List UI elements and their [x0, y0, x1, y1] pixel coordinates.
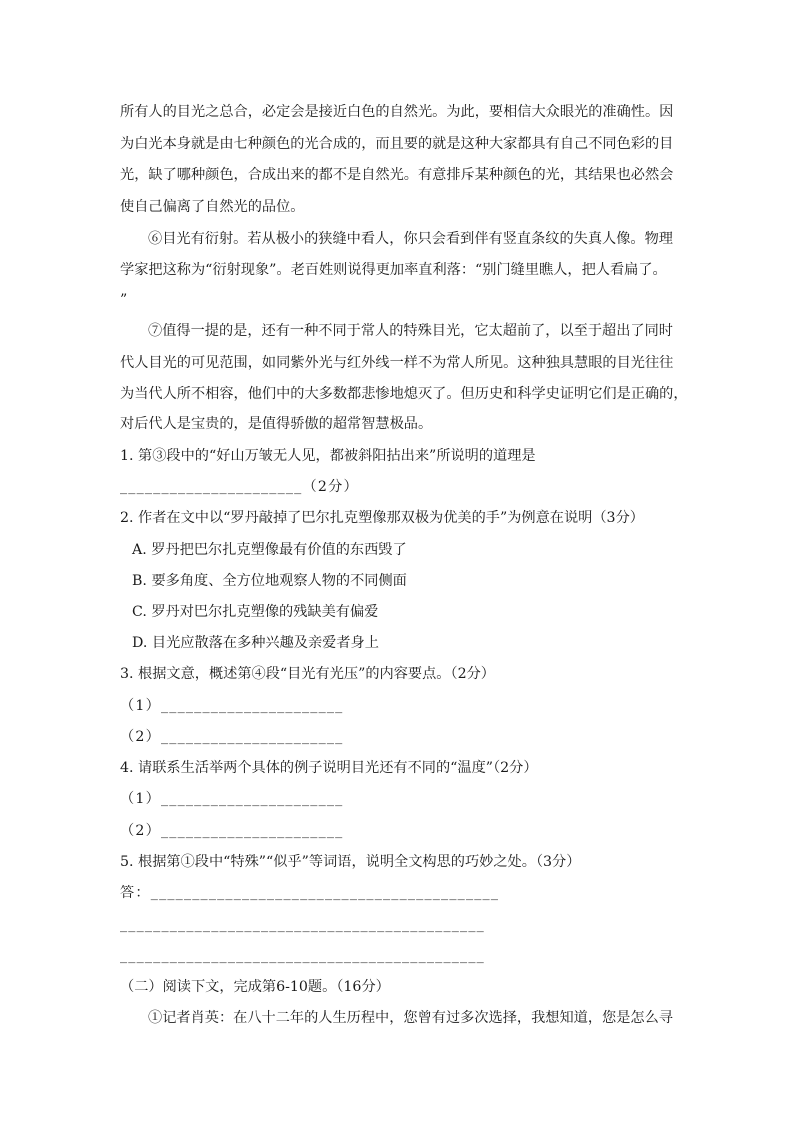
section-2-heading: （二）阅读下文，完成第6-10题。（16分） — [120, 979, 390, 995]
question-2-option-a[interactable]: A. 罗丹把巴尔扎克塑像最有价值的东西毁了 — [132, 542, 407, 558]
passage-p7-line-1: ⑦值得一提的是，还有一种不同于常人的特殊目光，它太超前了，以至于超出了同时 — [148, 323, 673, 339]
question-5: 5. 根据第①段中“特殊”“似乎”等词语，说明全文构思的巧妙之处。（3分） — [120, 854, 581, 870]
passage-p6-line-2: 学家把这称为“衍射现象”。老百姓则说得更加率直利落：“别门缝里瞧人，把人看扁了。 — [120, 262, 667, 278]
question-2-option-d[interactable]: D. 目光应散落在多种兴趣及亲爱者身上 — [132, 635, 379, 651]
passage-p5-line-4: 使自己偏离了自然光的品位。 — [120, 199, 305, 215]
question-4-answer-1[interactable]: （1）______________________ — [120, 791, 344, 807]
question-2-option-b[interactable]: B. 要多角度、全方位地观察人物的不同侧面 — [132, 573, 407, 589]
passage-p5-line-2: 为白光本身就是由七种颜色的光合成的，而且要的就是这种大家都具有自己不同色彩的目 — [120, 136, 674, 152]
question-3-answer-1[interactable]: （1）______________________ — [120, 698, 344, 714]
question-3-answer-2[interactable]: （2）______________________ — [120, 729, 344, 745]
question-5-answer-line-2[interactable]: ____________________________________________ — [120, 917, 485, 933]
passage-p5-line-1: 所有人的目光之总合，必定会是接近白色的自然光。为此，要相信大众眼光的准确性。因 — [120, 104, 674, 120]
passage-p7-line-3: 为当代人所不相容，他们中的大多数都悲惨地熄灭了。但历史和科学史证明它们是正确的， — [120, 386, 688, 402]
section-2-first-line: ①记者肖英：在八十二年的人生历程中，您曾有过多次选择，我想知道，您是怎么寻 — [148, 1010, 673, 1026]
passage-p6-line-3: ” — [120, 292, 128, 308]
question-4-answer-2[interactable]: （2）______________________ — [120, 823, 344, 839]
passage-p7-line-4: 对后代人是宝贵的，是值得骄傲的超常智慧极品。 — [120, 416, 433, 432]
question-5-answer-line-1[interactable]: 答：__________________________________________ — [120, 885, 500, 901]
question-4: 4. 请联系生活举两个具体的例子说明目光还有不同的“温度”（2分） — [120, 760, 538, 776]
passage-p6-line-1: ⑥目光有衍射。若从极小的狭缝中看人，你只会看到伴有竖直条纹的失真人像。物理 — [148, 231, 673, 247]
question-1-answer-blank[interactable]: ______________________（2分） — [120, 479, 359, 495]
question-2-option-c[interactable]: C. 罗丹对巴尔扎克塑像的残缺美有偏爱 — [132, 604, 379, 620]
question-5-answer-line-3[interactable]: ____________________________________________ — [120, 948, 485, 964]
question-1: 1. 第③段中的“好山万皱无人见，都被斜阳拈出来”所说明的道理是 — [120, 448, 536, 464]
passage-p7-line-2: 代人目光的可见范围，如同紫外光与红外线一样不为常人所见。这种独具慧眼的目光往往 — [120, 355, 674, 371]
question-2: 2. 作者在文中以“罗丹敲掉了巴尔扎克塑像那双极为优美的手”为例意在说明（3分） — [120, 510, 644, 526]
passage-p5-line-3: 光，缺了哪种颜色，合成出来的都不是自然光。有意排斥某种颜色的光，其结果也必然会 — [120, 167, 674, 183]
question-3: 3. 根据文意，概述第④段“目光有光压”的内容要点。（2分） — [120, 666, 495, 682]
